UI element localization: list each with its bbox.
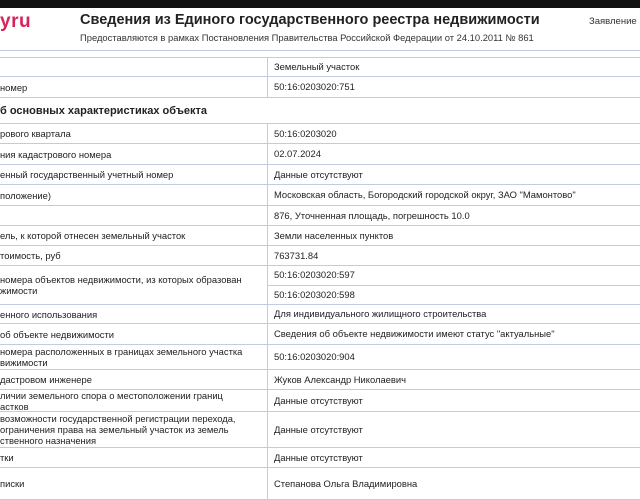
row-label [0, 390, 268, 411]
row-value [268, 345, 640, 369]
row-label [0, 206, 268, 225]
row-label-line: положение) [0, 189, 52, 201]
row-label-line: рового квартала [0, 128, 71, 139]
table-row [0, 345, 640, 370]
row-label-line: номер [0, 81, 28, 93]
row-value-text: Степанова Ольга Владимировна [274, 477, 418, 489]
row-label-line: енного использования [0, 308, 98, 320]
row-value-text: 50:16:0203020:904 [274, 351, 355, 362]
row-label [0, 345, 268, 369]
row-label-line: вижимости [0, 357, 48, 368]
row-value [268, 324, 640, 344]
row-label-line: тоимость, руб [0, 250, 61, 261]
table-row [0, 185, 640, 206]
row-label [0, 324, 268, 344]
row-value [268, 370, 640, 389]
table-row [0, 305, 640, 324]
row-value [268, 58, 640, 76]
row-value-text: 763731.84 [274, 249, 319, 261]
row-label-line: номера расположенных в границах земельного участка [0, 346, 243, 357]
logo[interactable]: yru [0, 11, 32, 32]
row-label-line: номера объектов недвижимости, из которых образован [0, 274, 242, 285]
row-value [268, 412, 640, 447]
statement-link[interactable]: Заявление [589, 16, 637, 27]
row-value [268, 468, 640, 499]
row-value [268, 124, 640, 143]
row-value-text: Данные отсутствуют [274, 451, 363, 463]
row-value-text: Сведения об объекте недвижимости имеют статус "актуальные" [274, 328, 555, 339]
row-label [0, 77, 268, 97]
row-label [0, 468, 268, 499]
row-value [268, 246, 640, 265]
table-row [0, 124, 640, 144]
row-value-text: Жуков Александр Николаевич [274, 373, 406, 385]
row-value [268, 185, 640, 205]
row-value-text: Земельный участок [274, 61, 360, 72]
row-label [0, 266, 268, 304]
row-label-line: дастровом инженере [0, 374, 92, 385]
section-title: б основных характеристиках объекта [0, 98, 640, 124]
row-label-line: возможности государственной регистрации перехода, [0, 413, 236, 424]
row-label [0, 370, 268, 389]
table-row [0, 370, 640, 390]
table-row [0, 206, 640, 226]
header-divider [0, 50, 640, 51]
table-row [0, 165, 640, 185]
page-title: Сведения из Единого государственного реестра недвижимости [80, 12, 540, 28]
row-label [0, 185, 268, 205]
row-label [0, 124, 268, 143]
row-label [0, 165, 268, 184]
row-value-text: Земли населенных пунктов [274, 229, 394, 241]
row-label [0, 144, 268, 164]
row-label-line: личии земельного спора о местоположении границ [0, 390, 223, 401]
table-row [0, 77, 640, 98]
row-label-line: ограничения права на земельный участок из земель [0, 424, 229, 435]
row-value-text: 50:16:0203020:598 [268, 285, 640, 304]
row-value-text: 02.07.2024 [274, 148, 321, 159]
row-value-text: 876, Уточненная площадь, погрешность 10.0 [274, 209, 470, 221]
table-row [0, 266, 640, 305]
table-row [0, 57, 640, 77]
row-value-text: Данные отсутствуют [274, 423, 363, 435]
row-value-text: 50:16:0203020:751 [274, 81, 355, 92]
table-row [0, 324, 640, 345]
row-label-line: ния кадастрового номера [0, 148, 112, 160]
table-row [0, 390, 640, 412]
row-label-line: писки [0, 478, 25, 489]
row-label-line: астков [0, 400, 29, 411]
row-value-text: 50:16:0203020:597 [274, 269, 355, 281]
page-subtitle: Предоставляются в рамках Постановления Правительства Российской Федерации от 24.10.2011 № 861 [80, 32, 534, 43]
row-label [0, 226, 268, 245]
row-value [268, 77, 640, 97]
row-label-line: ель, к которой отнесен земельный участок [0, 230, 186, 241]
row-label [0, 58, 268, 76]
row-value-text: Для индивидуального жилищного строительства [274, 308, 487, 319]
row-value-text: Московская область, Богородский городской округ, ЗАО "Мамонтово" [274, 189, 576, 200]
row-value [268, 226, 640, 245]
top-bar [0, 0, 640, 8]
row-value [268, 390, 640, 411]
table-row [0, 468, 640, 500]
row-label-line: об объекте недвижимости [0, 328, 115, 340]
row-value [268, 165, 640, 184]
row-label-line: енный государственный учетный номер [0, 169, 174, 180]
table-row [0, 448, 640, 468]
row-value [268, 266, 640, 304]
row-label [0, 305, 268, 323]
row-label [0, 412, 268, 447]
row-value-text: Данные отсутствуют [274, 168, 363, 180]
row-label [0, 246, 268, 265]
row-value [268, 206, 640, 225]
row-label-line: жимости [0, 285, 38, 296]
table-row [0, 412, 640, 448]
table-row [0, 144, 640, 165]
row-value-text: 50:16:0203020 [274, 127, 337, 139]
table-row [0, 226, 640, 246]
row-value [268, 144, 640, 164]
row-label-line: тки [0, 452, 14, 463]
row-value [268, 305, 640, 323]
row-value [268, 448, 640, 467]
table-row [0, 246, 640, 266]
row-label [0, 448, 268, 467]
row-value-text: Данные отсутствуют [274, 394, 363, 406]
row-label-line: ственного назначения [0, 435, 97, 446]
